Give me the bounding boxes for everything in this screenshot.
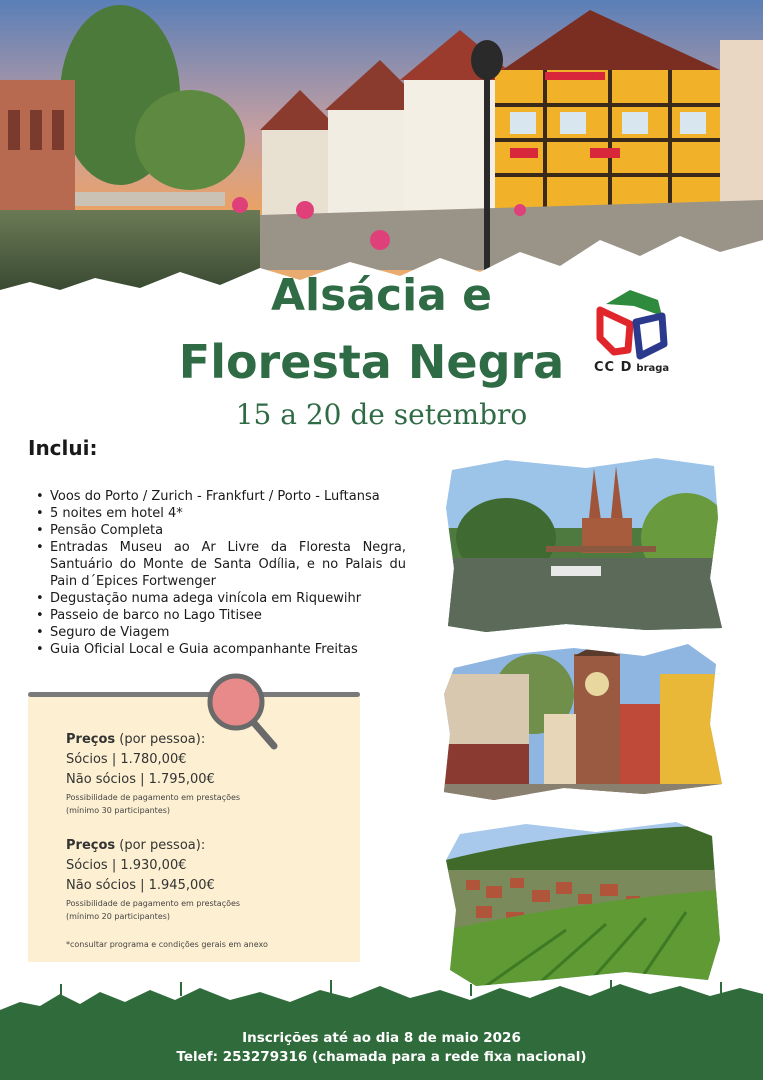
list-item: • Voos do Porto / Zurich - Frankfurt / Porto - Luftansa [34,488,406,505]
general-conditions-note: *consultar programa e condições gerais em anexo [66,940,268,949]
price-block-2 [66,838,240,923]
photo-freiburg-gate [444,644,722,800]
price-box-divider [28,692,360,697]
title-line-2: Floresta Negra [178,335,565,389]
hero-photo-colmar [0,0,763,300]
contact-phone: Telef: 253279316 (chamada para a rede fixa nacional) [176,1049,587,1065]
includes-heading: Inclui: [28,436,98,460]
list-item: • Passeio de barco no Lago Titisee [34,607,406,624]
price-members: Sócios | 1.930,00€ [66,858,187,873]
photo-alsace-village-vineyards [446,820,720,986]
price-members: Sócios | 1.780,00€ [66,752,187,767]
price-note: Possibilidade de pagamento em prestações (mínimo 30 participantes) [66,793,241,815]
logo-mark-text: CC D [594,360,633,375]
price-note: Possibilidade de pagamento em prestações (mínimo 20 participantes) [66,899,241,921]
photo-strasbourg-cathedral [446,458,722,634]
price-non-members: Não sócios | 1.945,00€ [66,878,215,893]
includes-list [34,488,406,658]
logo-brand: braga [636,363,670,374]
logo-wordmark [594,360,669,375]
price-heading: Preços (por pessoa): [66,732,206,747]
list-item: • 5 noites em hotel 4* [34,505,406,522]
list-item: • Degustação numa adega vinícola em Riquewihr [34,590,406,607]
title-line-1: Alsácia e [270,270,493,321]
list-item: • Pensão Completa [34,522,406,539]
price-non-members: Não sócios | 1.795,00€ [66,772,215,787]
price-block-1 [66,732,240,817]
price-heading: Preços (por pessoa): [66,838,206,853]
list-item: • Entradas Museu ao Ar Livre da Floresta Negra, Santuário do Monte de Santa Odília, e no Palais du Pain d´Epices Fortwenger [34,539,406,590]
list-item: • Guia Oficial Local e Guia acompanhante Freitas [34,641,406,658]
trip-dates: 15 a 20 de setembro [235,398,528,431]
list-item: • Seguro de Viagem [34,624,406,641]
registration-deadline: Inscrições até ao dia 8 de maio 2026 [242,1030,521,1046]
